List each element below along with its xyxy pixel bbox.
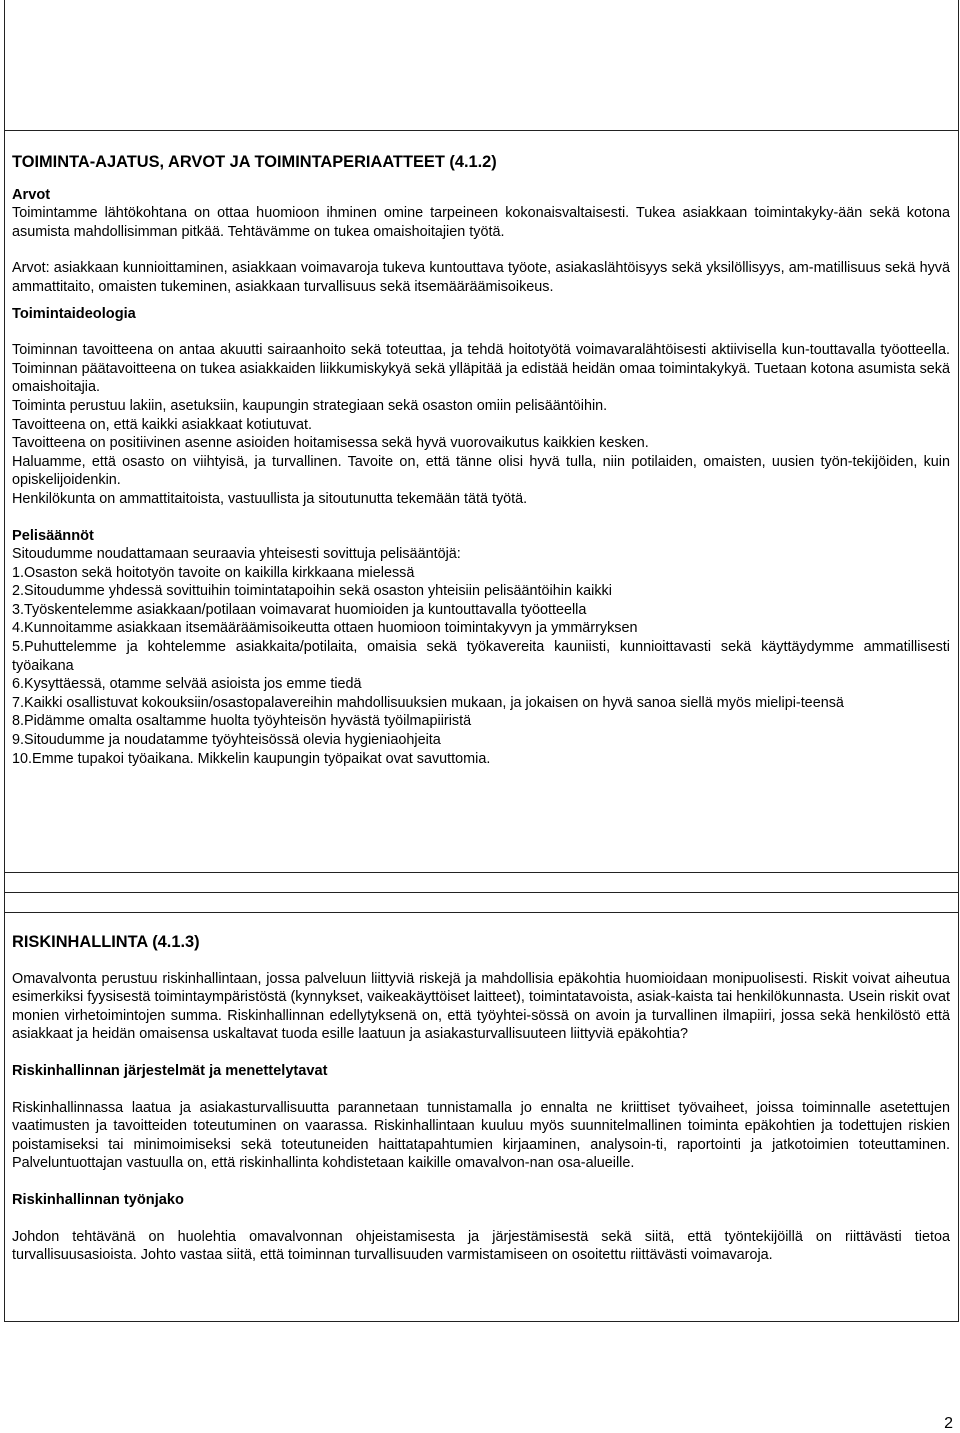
- arvot-values-paragraph: Arvot: asiakkaan kunnioittaminen, asiakkaan voimavaroja tukeva kuntouttava työote, asiakaslähtöisyys sekä yksilöllisyys, am-matillisuus sekä hyvä ammattitaito, omaisten tukeminen, asiakkaan turvallisuus sekä itsemääräämisoikeus.: [12, 260, 950, 295]
- jarjestelmat-heading: Riskinhallinnan järjestelmät ja menettelytavat: [12, 1062, 328, 1079]
- ideologia-line: Haluamme, että osasto on viihtyisä, ja turvallinen. Tavoite on, että tänne olisi hyvä tulla, niin potilaiden, omaisten, uusien työn-tekijöiden, kuin opiskelijoidenkin.: [12, 453, 950, 489]
- arvot-paragraph: Toimintamme lähtökohtana on ottaa huomioon ihminen omine tarpeineen kokonaisvaltaisesti. Tukea asiakkaan toimintakyky-ään sekä kotona asumista mahdollisimman pitkää. Tehtävämme on tukea omaishoitajien työtä.: [12, 205, 950, 240]
- rule-item: 7.Kaikki osallistuvat kokouksiin/osastopalavereihin mahdollisuuksien mukaan, ja jokaisen on hyvä sanoa siellä myös mielipi-teensä: [12, 694, 844, 711]
- rule-item: 1.Osaston sekä hoitotyön tavoite on kaikilla kirkkaana mielessä: [12, 564, 415, 581]
- section-toiminta-ajatus: [12, 153, 950, 768]
- rule-item: 9.Sitoudumme ja noudatamme työyhteisössä olevia hygieniaohjeita: [12, 732, 441, 749]
- section-title: TOIMINTA-AJATUS, ARVOT JA TOIMINTAPERIAATTEET (4.1.2): [12, 153, 497, 171]
- rule-item: 2.Sitoudumme yhdessä sovittuihin toimintatapoihin sekä osaston yhteisiin pelisääntöihin kaikki: [12, 583, 612, 600]
- rule-item: 8.Pidämme omalta osaltamme huolta työyhteisön hyvästä työilmapiiristä: [12, 713, 472, 730]
- rule-item: 10.Emme tupakoi työaikana. Mikkelin kaupungin työpaikat ovat savuttomia.: [12, 750, 491, 767]
- ideologia-heading: Toimintaideologia: [12, 305, 136, 322]
- jarjestelmat-paragraph: Riskinhallinnassa laatua ja asiakasturvallisuutta parannetaan tunnistamalla jo ennalta ne kriittiset työvaiheet, joissa toiminnalle asetettujen vaatimusten ja tavoitteiden toteutuminen on vaarassa. Riskinhallintaan kuuluu myös suunnitelmallinen toiminta epäkohtien ja todettujen riskien poistamiseksi tai minimoimiseksi sekä toteutuneiden haittatapahtumien kirjaaminen, analysoin-ti, raportointi ja jatkotoimien toteuttaminen. Palveluntuottajan vastuulla on, että riskinhallinta kohdistetaan kaikille omavalvon-nan osa-alueille.: [12, 1099, 950, 1172]
- ideologia-line: Toiminta perustuu lakiin, asetuksiin, kaupungin strategiaan sekä osaston omiin pelisääntöihin.: [12, 397, 608, 414]
- tyonjako-heading: Riskinhallinnan työnjako: [12, 1191, 184, 1208]
- ideologia-line: Henkilökunta on ammattitaitoista, vastuullista ja sitoutunutta tekemään tätä työtä.: [12, 490, 528, 507]
- ideologia-line: Tavoitteena on, että kaikki asiakkaat kotiutuvat.: [12, 416, 312, 433]
- riskinhallinta-intro: Omavalvonta perustuu riskinhallintaan, jossa palveluun liittyviä riskejä ja mahdollisia epäkohtia huomioidaan monipuolisesti. Riskit voivat aiheutua esimerkiksi fyysisestä toimintaympäristöstä (kynnykset, vaikeakäyttöiset laitteet), toimintatavoista, asiak-kaista tai henkilökunnasta. Usein riskit ovat monien virhetoimintojen summa. Riskinhallinnan edellytyksenä on, että työyhtei-sössä on avoin ja turvallinen ilmapiiri, jossa sekä henkilöstö että asiakkaat ja heidän omaisensa uskaltavat tuoda esille laatuun ja asiakasturvallisuuteen liittyviä epäkohtia?: [12, 970, 950, 1043]
- section-title: RISKINHALLINTA (4.1.3): [12, 933, 200, 951]
- divider-line: [4, 912, 959, 913]
- page-number: 2: [944, 1415, 953, 1432]
- section-riskinhallinta: [12, 933, 950, 1265]
- divider-line: [4, 872, 959, 873]
- ideologia-line: Toiminnan tavoitteena on antaa akuutti sairaanhoito sekä toteuttaa, ja tehdä hoitotyötä voimavaralähtöisesti aktiivisella kun-touttavalla työotteella. Toiminnan päätavoitteena on tukea asiakkaiden liikkumiskykyä sekä ylläpitää ja edistää heidän omaa toimintakykyä. Tuetaan kotona asumista sekä omaishoitajia.: [12, 342, 950, 396]
- rule-item: 3.Työskentelemme asiakkaan/potilaan voimavarat huomioiden ja kuntouttavalla työotteella: [12, 601, 587, 618]
- divider-line: [4, 892, 959, 893]
- top-empty-box: [4, 0, 959, 131]
- tyonjako-paragraph: Johdon tehtävänä on huolehtia omavalvonnan ohjeistamisesta ja järjestämisestä sekä siitä, että työntekijöillä on riittävästi tietoa turvallisuusasioista. Johto vastaa siitä, että toiminnan turvallisuuden varmistamiseen on osoitettu riittävästi voimavaroja.: [12, 1228, 950, 1264]
- pelisaannot-heading: Pelisäännöt: [12, 527, 94, 544]
- rule-item: 5.Puhuttelemme ja kohtelemme asiakkaita/potilaita, omaisia sekä työkavereita kauniisti, kunnioittavasti sekä käyttäydymme ammatillisesti työaikana: [12, 639, 950, 674]
- rule-item: 6.Kysyttäessä, otamme selvää asioista jos emme tiedä: [12, 676, 362, 693]
- rule-item: 4.Kunnoitamme asiakkaan itsemääräämisoikeutta ottaen huomioon toimintakyvyn ja ymmärryksen: [12, 620, 638, 637]
- ideologia-line: Tavoitteena on positiivinen asenne asioiden hoitamisessa sekä hyvä vuorovaikutus kaikkien kesken.: [12, 435, 649, 452]
- pelisaannot-intro: Sitoudumme noudattamaan seuraavia yhteisesti sovittuja pelisääntöjä:: [12, 546, 461, 563]
- arvot-heading: Arvot: [12, 186, 51, 203]
